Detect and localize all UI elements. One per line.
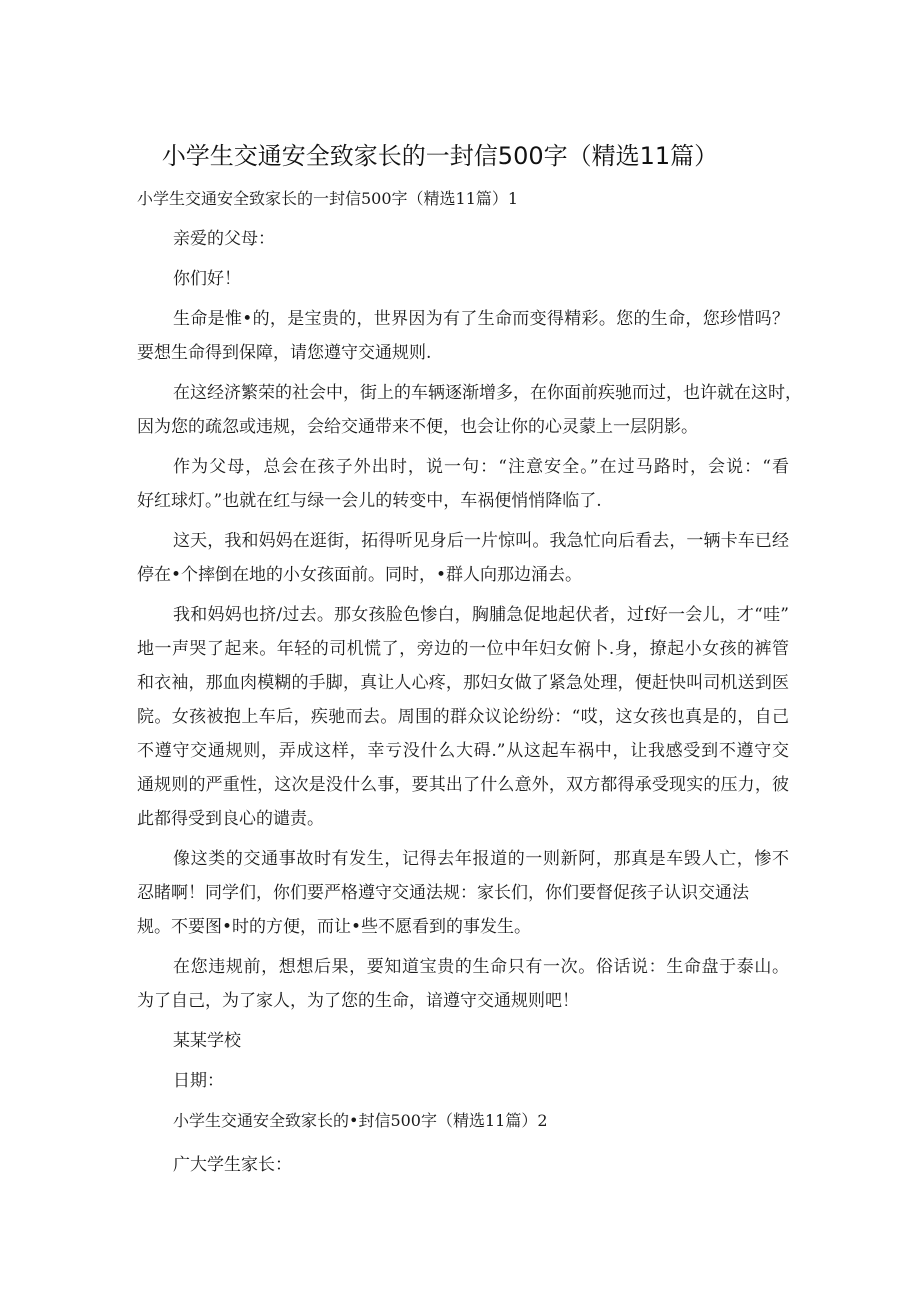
paragraph-6 [137, 842, 789, 944]
paragraph-line: 这天，我和妈妈在逛街，拓得听见身后一片惊叫。我急忙向后看去，一辆卡车已经 [173, 531, 789, 551]
paragraph-line: 和衣袖，那血肉模糊的手脚，真让人心疼，那妇女做了紧急处理，便赶快叫司机送到医 [137, 673, 789, 693]
paragraph-7 [137, 950, 789, 1018]
paragraph-line: 要想生命得到保障，请您遵守交通规则. [137, 343, 432, 363]
paragraph-line: 像这类的交通事故时有发生，记得去年报道的一则新阿，那真是车毁人亡，惨不 [173, 849, 789, 869]
paragraph-line: 不遵守交通规则，弄成这样，幸亏没什么大碍.”从这起车祸中，让我感受到不遵守交 [137, 741, 789, 761]
paragraph-line: 作为父母，总会在孩子外出时，说一句：“注意安全。”在过马路时，会说：“看 [173, 457, 789, 477]
paragraph-line: 忍睹啊！同学们，你们要严格遵守交通法规：家长们，你们要督促孩子认识交通法 [137, 883, 749, 903]
paragraph-line: 生命是惟•的，是宝贵的，世界因为有了生命而变得精彩。您的生命，您珍惜吗？ [173, 309, 789, 329]
paragraph-line: 此都得受到良心的谴责。 [137, 809, 324, 829]
section-heading-1: 小学生交通安全致家长的一封信500字（精选11篇）1 [137, 189, 519, 208]
salutation-2: 广大学生家长： [173, 1155, 292, 1175]
paragraph-line: 我和妈妈也挤/过去。那女孩脸色惨白，胸脯急促地起伏者，过f好一会儿，才“哇” [173, 605, 789, 625]
greeting: 你们好！ [173, 269, 241, 289]
paragraph-line: 好红球灯。”也就在红与绿一会儿的转变中，车祸便悄悄降临了. [137, 491, 602, 511]
paragraph-1 [137, 302, 789, 370]
paragraph-2 [137, 376, 802, 444]
signature: 某某学校 [173, 1031, 241, 1051]
paragraph-5 [137, 598, 789, 836]
section-heading-2: 小学生交通安全致家长的•封信500字（精选11篇）2 [173, 1111, 548, 1130]
paragraph-line: 在这经济繁荣的社会中，街上的车辆逐渐增多，在你面前疾驰而过，也许就在这时， [173, 383, 802, 403]
paragraph-line: 地一声哭了起来。年轻的司机慌了，旁边的一位中年妇女俯卜.身，撩起小女孩的裤管 [137, 639, 789, 659]
date-label: 日期： [173, 1071, 224, 1091]
salutation: 亲爱的父母： [173, 229, 275, 249]
paragraph-line: 因为您的疏忽或违规，会给交通带来不便，也会让你的心灵蒙上一层阴影。 [137, 417, 698, 437]
paragraph-3 [137, 450, 789, 518]
document-body [137, 182, 802, 1182]
paragraph-line: 停在•个摔倒在地的小女孩面前。同时，•群人向那边涌去。 [137, 565, 583, 585]
paragraph-line: 为了自己，为了家人，为了您的生命，谙遵守交通规则吧！ [137, 991, 579, 1011]
paragraph-line: 规。不要图•时的方便，而让•些不愿看到的事发生。 [137, 917, 532, 937]
paragraph-4 [137, 524, 789, 592]
paragraph-line: 院。女孩被抱上车后，疾驰而去。周围的群众议论纷纷：“哎，这女孩也真是的，自己 [137, 707, 789, 727]
document-title: 小学生交通安全致家长的一封信500字（精选11篇） [161, 142, 719, 170]
paragraph-line: 通规则的严重性，这次是没什么事，要其出了什么意外，双方都得承受现实的压力，彼 [137, 775, 789, 795]
paragraph-line: 在您违规前，想想后果，要知道宝贵的生命只有一次。俗话说：生命盘于泰山。 [173, 957, 789, 977]
